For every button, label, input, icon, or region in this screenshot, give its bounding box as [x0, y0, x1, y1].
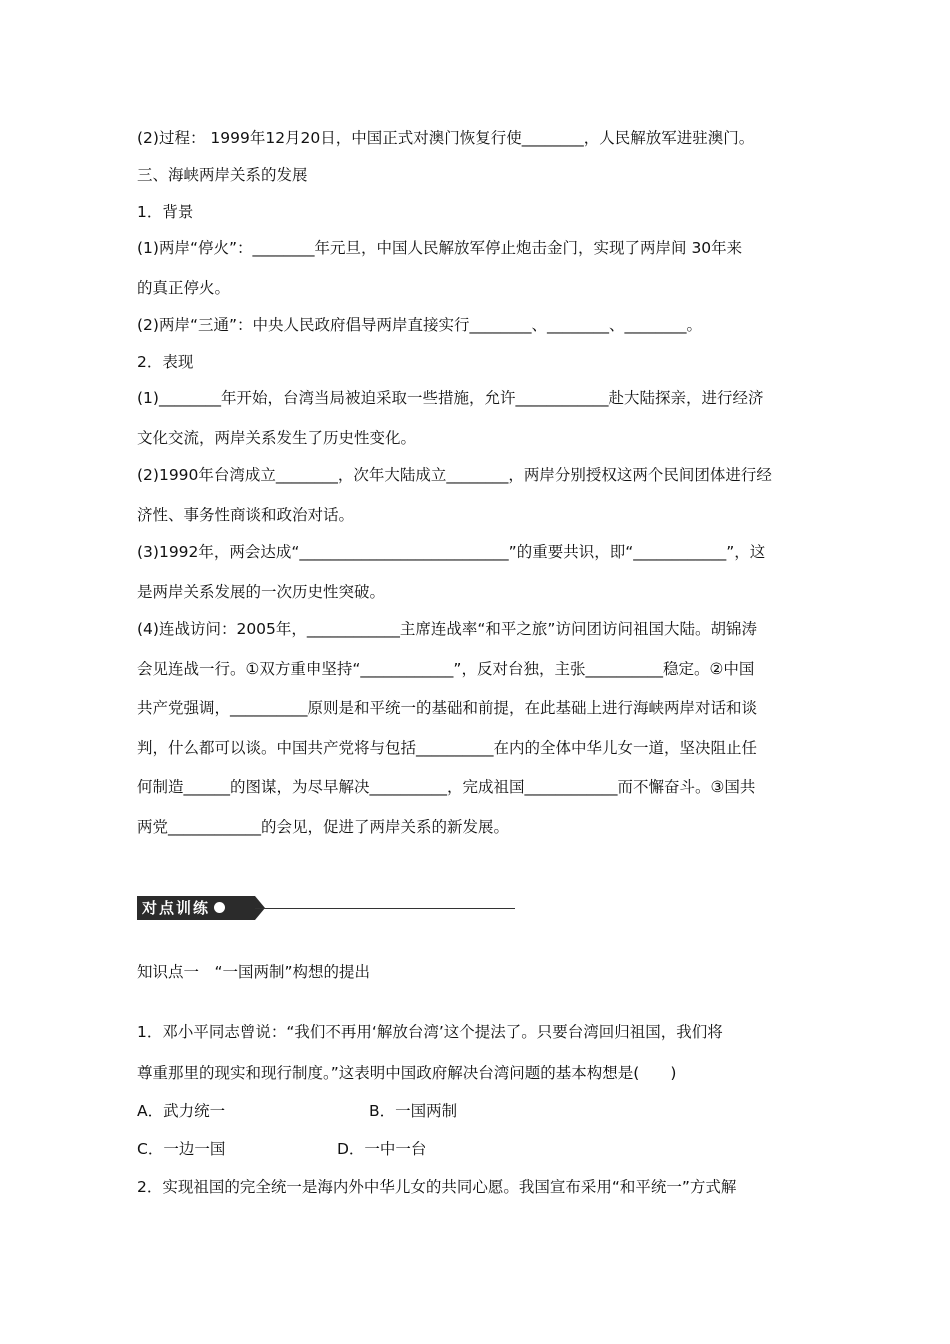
question-1-stem: 尊重那里的现实和现行制度。”这表明中国政府解决台湾问题的基本构想是( ): [137, 1064, 677, 1082]
text-line: 共产党强调，__________原则是和平统一的基础和前提，在此基础上进行海峡两岸对话和谈: [137, 699, 758, 717]
text-line: (1)________年开始，台湾当局被迫采取一些措施，允许____________赴大陆探亲，进行经济: [137, 389, 764, 407]
subheading-background: 1．背景: [137, 203, 194, 221]
section-rule: [255, 908, 515, 909]
text-line: 是两岸关系发展的一次历史性突破。: [137, 583, 386, 601]
question-1-stem: 1．邓小平同志曾说：“我们不再用‘解放台湾’这个提法了。只要台湾回归祖国，我们将: [137, 1023, 723, 1041]
text-line: 会见连战一行。①双方重申坚持“____________”，反对台独，主张__________稳定。②中国: [137, 660, 755, 678]
question-2-stem: 2．实现祖国的完全统一是海内外中华儿女的共同心愿。我国宣布采用“和平统一”方式解: [137, 1178, 737, 1196]
text-line: (4)连战访问：2005年，____________主席连战率“和平之旅”访问团访问祖国大陆。胡锦涛: [137, 620, 757, 638]
section-header: [137, 896, 527, 920]
text-line: 何制造______的图谋，为尽早解决__________，完成祖国____________而不懈奋斗。③国共: [137, 778, 756, 796]
text-line: 济性、事务性商谈和政治对话。: [137, 506, 355, 524]
option-d: D．一中一台: [337, 1140, 427, 1158]
text-line: 判，什么都可以谈。中国共产党将与包括__________在内的全体中华儿女一道，坚决阻止任: [137, 739, 758, 757]
text-line: (2)两岸“三通”：中央人民政府倡导两岸直接实行________、________、________。: [137, 316, 703, 334]
section-tag: [137, 896, 255, 920]
text-line: (2)1990年台湾成立________，次年大陆成立________，两岸分别授权这两个民间团体进行经: [137, 466, 772, 484]
text-line: 文化交流，两岸关系发生了历史性变化。: [137, 429, 417, 447]
subheading-performance: 2．表现: [137, 353, 194, 371]
heading-cross-strait: 三、海峡两岸关系的发展: [137, 166, 308, 184]
option-c: C．一边一国: [137, 1140, 226, 1158]
text-line: (3)1992年，两会达成“___________________________”的重要共识，即“____________”，这: [137, 543, 766, 561]
bullet-dot-icon: [214, 902, 225, 913]
text-line: 的真正停火。: [137, 279, 231, 297]
section-label: 对点训练: [142, 899, 211, 917]
knowledge-point-title: 知识点一 “一国两制”构想的提出: [137, 963, 371, 981]
text-line: 两党____________的会见，促进了两岸关系的新发展。: [137, 818, 510, 836]
option-b: B．一国两制: [369, 1102, 458, 1120]
text-line: (2)过程： 1999年12月20日，中国正式对澳门恢复行使________，人民解放军进驻澳门。: [137, 129, 755, 147]
option-a: A．武力统一: [137, 1102, 226, 1120]
text-line: (1)两岸“停火”：________年元旦，中国人民解放军停止炮击金门，实现了两岸间 30年来: [137, 239, 743, 257]
